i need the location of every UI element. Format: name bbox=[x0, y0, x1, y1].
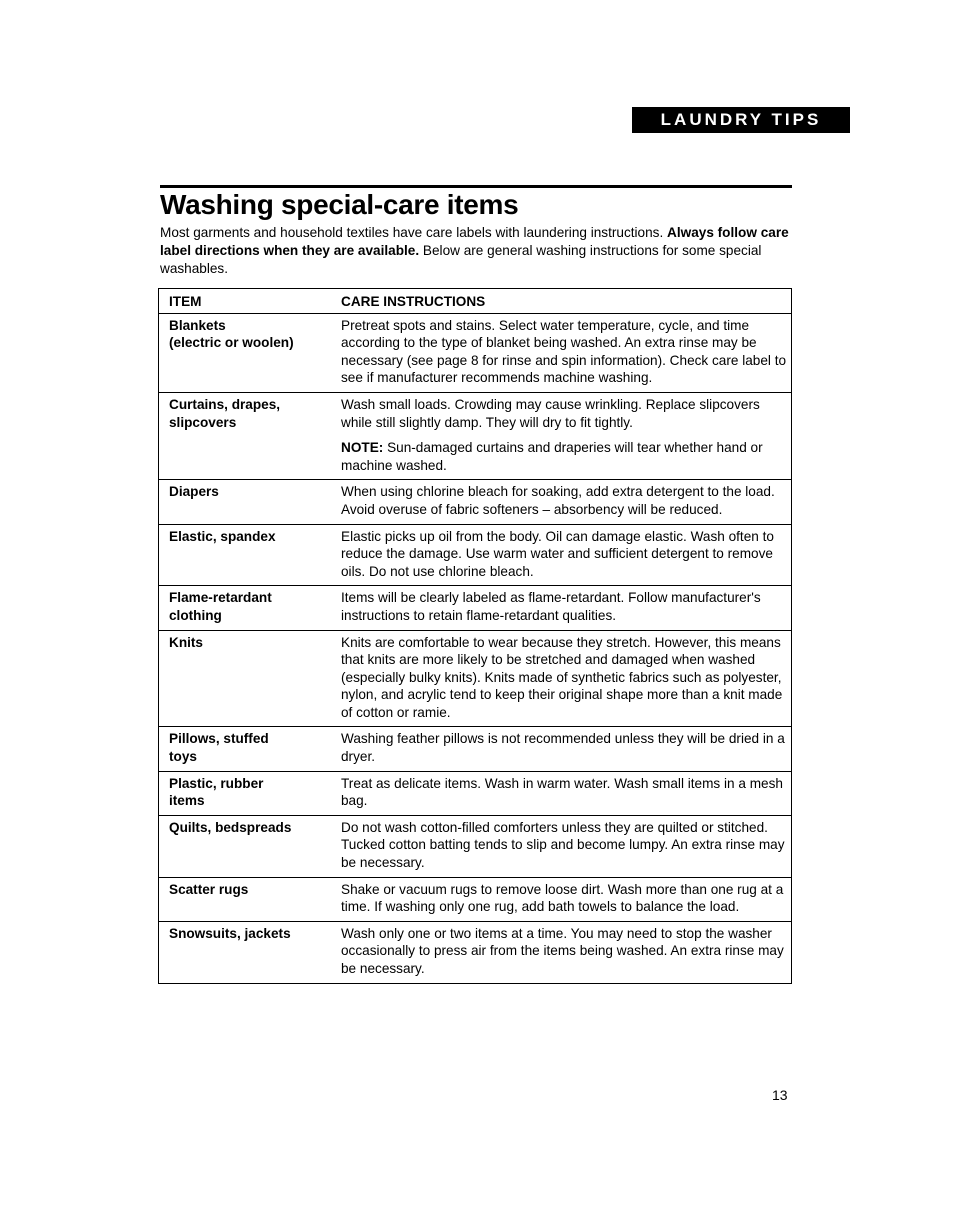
item-cell: Plastic, rubber items bbox=[159, 771, 332, 815]
table-row bbox=[159, 524, 792, 586]
care-cell bbox=[331, 815, 792, 877]
care-text: When using chlorine bleach for soaking, add extra detergent to the load. Avoid overuse of fabric softeners – absorbency will be reduced. bbox=[341, 484, 775, 517]
item-cell: Scatter rugs bbox=[159, 877, 332, 921]
intro-paragraph bbox=[160, 224, 792, 278]
item-cell: Quilts, bedspreads bbox=[159, 815, 332, 877]
care-table bbox=[158, 288, 792, 984]
care-text: Elastic picks up oil from the body. Oil can damage elastic. Wash often to reduce the damage. Use warm water and sufficient detergent to remove oils. Do not use chlorine bleach. bbox=[341, 528, 774, 579]
item-cell: Blankets (electric or woolen) bbox=[159, 313, 332, 392]
item-cell: Elastic, spandex bbox=[159, 524, 332, 586]
item-cell: Flame-retardant clothing bbox=[159, 586, 332, 630]
care-cell bbox=[331, 630, 792, 727]
care-note bbox=[341, 439, 787, 474]
care-cell bbox=[331, 392, 792, 479]
care-cell bbox=[331, 771, 792, 815]
care-cell bbox=[331, 313, 792, 392]
care-text: Pretreat spots and stains. Select water temperature, cycle, and time according to the type of blanket being washed. An extra rinse may be necessary (see page 8 for rinse and spin information). Check care label to see if manufacturer recommends machine washing. bbox=[341, 317, 787, 386]
item-cell: Pillows, stuffed toys bbox=[159, 727, 332, 771]
page-title: Washing special-care items bbox=[160, 189, 519, 220]
care-cell bbox=[331, 921, 792, 983]
column-header-item: ITEM bbox=[159, 289, 332, 314]
intro-text-2: Below are general washing instructions for some special washables. bbox=[160, 243, 762, 276]
care-cell bbox=[331, 524, 792, 586]
care-text: Do not wash cotton-filled comforters unless they are quilted or stitched. Tucked cotton batting tends to slip and become lumpy. An extra rinse may be necessary. bbox=[341, 819, 785, 871]
title-rule bbox=[160, 185, 792, 188]
column-header-care: CARE INSTRUCTIONS bbox=[331, 289, 792, 314]
item-cell: Diapers bbox=[159, 480, 332, 524]
section-tab: LAUNDRY TIPS bbox=[632, 107, 850, 133]
table-row bbox=[159, 921, 792, 983]
table-row bbox=[159, 877, 792, 921]
intro-emphasis: Always follow care label directions when they are available. bbox=[160, 225, 789, 258]
table-header-row bbox=[159, 289, 792, 314]
care-text: Items will be clearly labeled as flame-retardant. Follow manufacturer's instructions to retain flame-retardant qualities. bbox=[341, 590, 761, 623]
table-row bbox=[159, 586, 792, 630]
item-cell: Snowsuits, jackets bbox=[159, 921, 332, 983]
care-cell bbox=[331, 727, 792, 771]
care-cell bbox=[331, 480, 792, 524]
care-text: Treat as delicate items. Wash in warm water. Wash small items in a mesh bag. bbox=[341, 775, 783, 809]
table-row bbox=[159, 392, 792, 479]
table-row bbox=[159, 630, 792, 727]
care-text: Wash small loads. Crowding may cause wrinkling. Replace slipcovers while still slightly damp. They will dry to fit tightly. bbox=[341, 396, 760, 430]
table-row bbox=[159, 480, 792, 524]
intro-text-1: Most garments and household textiles have care labels with laundering instructions. bbox=[160, 225, 668, 240]
table-row bbox=[159, 815, 792, 877]
table-row bbox=[159, 313, 792, 392]
care-text: Wash only one or two items at a time. You may need to stop the washer occasionally to press air from the items being washed. An extra rinse may be necessary. bbox=[341, 925, 784, 976]
table-row bbox=[159, 727, 792, 771]
note-text: Sun-damaged curtains and draperies will tear whether hand or machine washed. bbox=[341, 440, 763, 473]
care-text: Knits are comfortable to wear because they stretch. However, this means that knits are more likely to be stretched and damaged when washed (especially bulky knits). Knits made of synthetic fabrics such as polyester, nylon, and acrylic tend to keep their original shape more than a knit made of cotton or ramie. bbox=[341, 634, 783, 720]
care-cell bbox=[331, 877, 792, 921]
page-number: 13 bbox=[772, 1087, 788, 1103]
note-label: NOTE: bbox=[341, 440, 384, 456]
care-text: Washing feather pillows is not recommended unless they will be dried in a dryer. bbox=[341, 731, 785, 765]
item-cell: Knits bbox=[159, 630, 332, 727]
care-text: Shake or vacuum rugs to remove loose dirt. Wash more than one rug at a time. If washing only one rug, add bath towels to balance the load. bbox=[341, 881, 784, 915]
table-row bbox=[159, 771, 792, 815]
item-cell: Curtains, drapes, slipcovers bbox=[159, 392, 332, 479]
care-cell bbox=[331, 586, 792, 630]
